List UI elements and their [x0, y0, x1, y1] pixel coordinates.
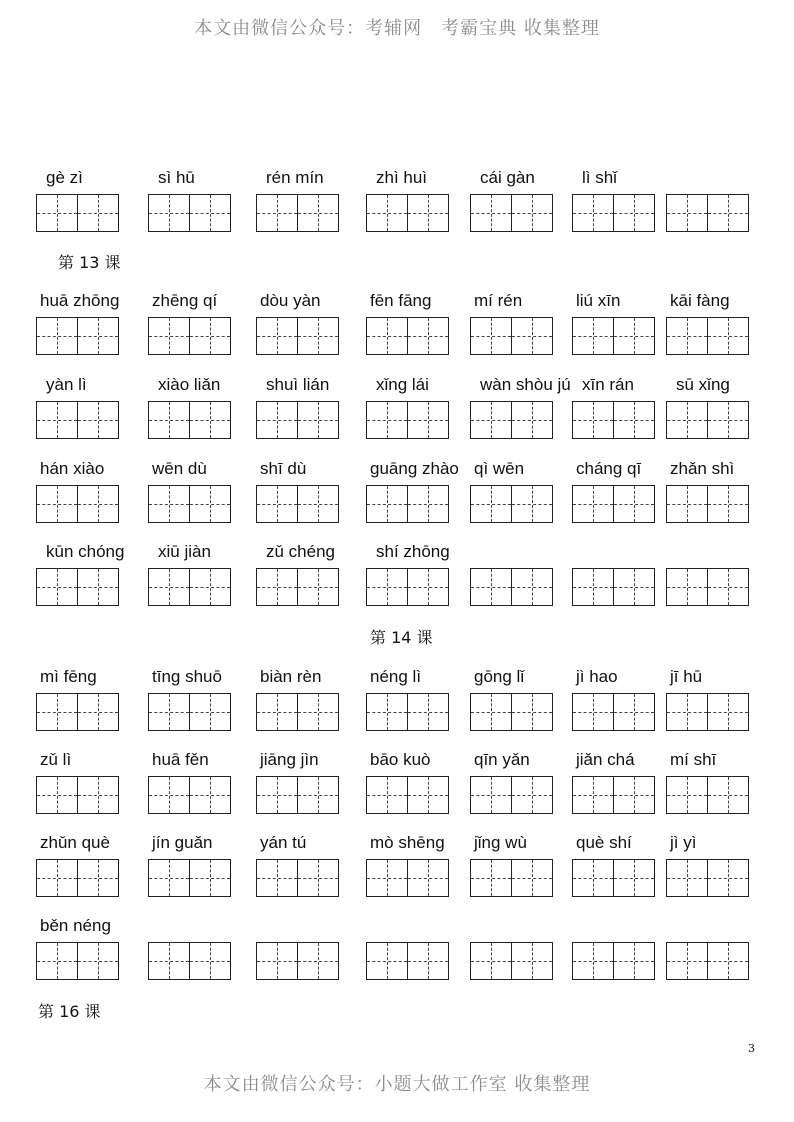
writing-cell[interactable] [707, 401, 749, 439]
writing-cell[interactable] [407, 776, 449, 814]
writing-cell[interactable] [36, 859, 78, 897]
writing-grid[interactable] [572, 568, 655, 606]
writing-cell[interactable] [470, 942, 512, 980]
pinyin-label: lì shǐ [582, 168, 617, 187]
pinyin-label: xīn rán [582, 375, 634, 394]
writing-cell[interactable] [148, 401, 190, 439]
writing-cell[interactable] [511, 942, 553, 980]
writing-cell[interactable] [297, 942, 339, 980]
writing-cell[interactable] [511, 317, 553, 355]
pinyin-label: wàn shòu jú [480, 375, 571, 394]
writing-grid[interactable] [148, 194, 231, 232]
writing-cell[interactable] [189, 194, 231, 232]
writing-grid[interactable] [256, 942, 339, 980]
writing-grid[interactable] [256, 693, 339, 731]
pinyin-label: zǔ chéng [266, 542, 335, 561]
pinyin-label: hán xiào [40, 459, 105, 478]
pinyin-label: rén mín [266, 168, 324, 187]
writing-cell[interactable] [366, 401, 408, 439]
writing-grid[interactable] [666, 859, 749, 897]
writing-cell[interactable] [148, 776, 190, 814]
pinyin-label: yán tú [260, 833, 307, 852]
writing-cell[interactable] [297, 485, 339, 523]
writing-cell[interactable] [407, 942, 449, 980]
writing-cell[interactable] [613, 317, 655, 355]
writing-cell[interactable] [148, 942, 190, 980]
writing-cell[interactable] [189, 776, 231, 814]
writing-cell[interactable] [77, 568, 119, 606]
pinyin-label: zhǎn shì [670, 459, 735, 478]
pinyin-label: bāo kuò [370, 750, 431, 769]
pinyin-label: huā fěn [152, 750, 209, 769]
writing-cell[interactable] [256, 317, 298, 355]
pinyin-label: gōng lǐ [474, 667, 525, 686]
writing-cell[interactable] [189, 859, 231, 897]
writing-grid[interactable] [572, 776, 655, 814]
writing-cell[interactable] [256, 942, 298, 980]
writing-cell[interactable] [470, 485, 512, 523]
writing-cell[interactable] [470, 693, 512, 731]
pinyin-label: yàn lì [46, 375, 87, 394]
writing-cell[interactable] [470, 401, 512, 439]
pinyin-label: jī hū [670, 667, 703, 686]
writing-cell[interactable] [297, 776, 339, 814]
writing-cell[interactable] [36, 693, 78, 731]
writing-cell[interactable] [572, 317, 614, 355]
writing-cell[interactable] [366, 568, 408, 606]
writing-grid[interactable] [36, 568, 119, 606]
writing-grid[interactable] [366, 401, 449, 439]
writing-cell[interactable] [36, 776, 78, 814]
writing-grid[interactable] [572, 194, 655, 232]
writing-grid[interactable] [470, 942, 553, 980]
writing-grid[interactable] [366, 194, 449, 232]
pinyin-label: jiāng jìn [260, 750, 319, 769]
page-number: 3 [748, 1042, 755, 1055]
pinyin-label: zǔ lì [40, 750, 72, 769]
writing-cell[interactable] [511, 568, 553, 606]
writing-cell[interactable] [470, 776, 512, 814]
pinyin-label: mò shēng [370, 833, 445, 852]
writing-cell[interactable] [666, 568, 708, 606]
pinyin-label: qì wēn [474, 459, 525, 478]
writing-cell[interactable] [666, 485, 708, 523]
writing-cell[interactable] [470, 859, 512, 897]
writing-cell[interactable] [77, 317, 119, 355]
writing-cell[interactable] [707, 776, 749, 814]
writing-cell[interactable] [366, 194, 408, 232]
writing-cell[interactable] [511, 776, 553, 814]
pinyin-label: cái gàn [480, 168, 535, 187]
writing-cell[interactable] [148, 693, 190, 731]
pinyin-label: jín guǎn [152, 833, 213, 852]
pinyin-label: qīn yǎn [474, 750, 530, 769]
writing-cell[interactable] [189, 317, 231, 355]
page-footer-watermark: 本文由微信公众号：小题大做工作室 收集整理 [203, 1074, 591, 1095]
pinyin-label: cháng qī [576, 459, 642, 478]
pinyin-label: wēn dù [152, 459, 207, 478]
pinyin-label: mì fēng [40, 667, 97, 686]
writing-cell[interactable] [36, 568, 78, 606]
writing-grid[interactable] [366, 859, 449, 897]
pinyin-label: sū xǐng [676, 375, 730, 394]
writing-cell[interactable] [572, 194, 614, 232]
pinyin-label: shuì lián [266, 375, 330, 394]
writing-cell[interactable] [666, 317, 708, 355]
writing-cell[interactable] [407, 485, 449, 523]
pinyin-label: kāi fàng [670, 291, 730, 310]
writing-cell[interactable] [36, 401, 78, 439]
writing-grid[interactable] [666, 485, 749, 523]
pinyin-label: kūn chóng [46, 542, 125, 561]
writing-cell[interactable] [256, 485, 298, 523]
writing-grid[interactable] [470, 859, 553, 897]
writing-grid[interactable] [470, 776, 553, 814]
writing-cell[interactable] [256, 693, 298, 731]
writing-grid[interactable] [36, 942, 119, 980]
writing-cell[interactable] [77, 401, 119, 439]
writing-cell[interactable] [572, 401, 614, 439]
writing-cell[interactable] [148, 317, 190, 355]
writing-grid[interactable] [572, 693, 655, 731]
writing-grid[interactable] [36, 317, 119, 355]
pinyin-label: zhēng qí [152, 291, 218, 310]
writing-grid[interactable] [148, 942, 231, 980]
writing-cell[interactable] [366, 942, 408, 980]
writing-cell[interactable] [256, 401, 298, 439]
writing-cell[interactable] [572, 859, 614, 897]
writing-grid[interactable] [572, 859, 655, 897]
writing-cell[interactable] [36, 194, 78, 232]
writing-grid[interactable] [36, 485, 119, 523]
pinyin-label: liú xīn [576, 291, 621, 310]
pinyin-label: xǐng lái [376, 375, 429, 394]
pinyin-label: zhǔn què [40, 833, 110, 852]
writing-cell[interactable] [256, 194, 298, 232]
pinyin-label: jì hao [576, 667, 618, 686]
writing-grid[interactable] [366, 568, 449, 606]
writing-cell[interactable] [613, 194, 655, 232]
writing-cell[interactable] [707, 942, 749, 980]
writing-grid[interactable] [256, 317, 339, 355]
writing-grid[interactable] [148, 317, 231, 355]
lesson-heading-16: 第 16 课 [38, 1002, 101, 1021]
writing-grid[interactable] [470, 194, 553, 232]
writing-grid[interactable] [572, 485, 655, 523]
writing-cell[interactable] [511, 485, 553, 523]
pinyin-label: gè zì [46, 168, 83, 187]
writing-grid[interactable] [36, 401, 119, 439]
writing-cell[interactable] [366, 485, 408, 523]
writing-cell[interactable] [297, 568, 339, 606]
pinyin-label: běn néng [40, 916, 111, 935]
writing-cell[interactable] [366, 693, 408, 731]
writing-grid[interactable] [470, 317, 553, 355]
writing-grid[interactable] [148, 776, 231, 814]
pinyin-label: mí rén [474, 291, 523, 310]
pinyin-label: guāng zhào [370, 459, 459, 478]
pinyin-label: jǐng wù [474, 833, 527, 852]
writing-cell[interactable] [36, 485, 78, 523]
writing-cell[interactable] [666, 693, 708, 731]
writing-cell[interactable] [297, 401, 339, 439]
writing-cell[interactable] [572, 776, 614, 814]
writing-grid[interactable] [256, 194, 339, 232]
writing-cell[interactable] [613, 485, 655, 523]
lesson-heading-13: 第 13 课 [58, 253, 121, 272]
writing-cell[interactable] [613, 942, 655, 980]
writing-grid[interactable] [256, 859, 339, 897]
writing-cell[interactable] [470, 568, 512, 606]
pinyin-label: jiǎn chá [576, 750, 635, 769]
writing-cell[interactable] [366, 317, 408, 355]
pinyin-label: zhì huì [376, 168, 428, 187]
writing-grid[interactable] [470, 693, 553, 731]
writing-cell[interactable] [511, 194, 553, 232]
writing-grid[interactable] [36, 776, 119, 814]
writing-cell[interactable] [297, 693, 339, 731]
writing-cell[interactable] [148, 485, 190, 523]
writing-grid[interactable] [666, 568, 749, 606]
writing-grid[interactable] [666, 776, 749, 814]
writing-cell[interactable] [407, 859, 449, 897]
writing-cell[interactable] [256, 568, 298, 606]
writing-cell[interactable] [77, 942, 119, 980]
writing-grid[interactable] [36, 194, 119, 232]
pinyin-label: què shí [576, 833, 632, 852]
writing-cell[interactable] [707, 194, 749, 232]
writing-cell[interactable] [613, 693, 655, 731]
writing-cell[interactable] [707, 693, 749, 731]
writing-grid[interactable] [256, 568, 339, 606]
writing-cell[interactable] [77, 776, 119, 814]
writing-cell[interactable] [407, 317, 449, 355]
writing-grid[interactable] [148, 568, 231, 606]
writing-grid[interactable] [148, 693, 231, 731]
writing-grid[interactable] [366, 317, 449, 355]
writing-cell[interactable] [297, 859, 339, 897]
writing-cell[interactable] [77, 485, 119, 523]
writing-grid[interactable] [366, 942, 449, 980]
writing-cell[interactable] [511, 401, 553, 439]
writing-cell[interactable] [297, 194, 339, 232]
writing-cell[interactable] [613, 859, 655, 897]
writing-cell[interactable] [77, 693, 119, 731]
writing-cell[interactable] [511, 693, 553, 731]
pinyin-label: xiū jiàn [158, 542, 211, 561]
writing-cell[interactable] [407, 194, 449, 232]
writing-grid[interactable] [148, 859, 231, 897]
writing-cell[interactable] [470, 317, 512, 355]
writing-grid[interactable] [366, 776, 449, 814]
writing-cell[interactable] [613, 568, 655, 606]
writing-cell[interactable] [148, 859, 190, 897]
writing-cell[interactable] [572, 693, 614, 731]
pinyin-label: tīng shuō [152, 667, 222, 686]
writing-grid[interactable] [256, 776, 339, 814]
writing-cell[interactable] [77, 859, 119, 897]
page-header-watermark: 本文由微信公众号：考辅网 考霸宝典 收集整理 [194, 18, 600, 39]
writing-grid[interactable] [36, 693, 119, 731]
pinyin-label: néng lì [370, 667, 422, 686]
writing-cell[interactable] [511, 859, 553, 897]
pinyin-label: mí shī [670, 750, 717, 769]
pinyin-label: fēn fāng [370, 291, 432, 310]
writing-grid[interactable] [148, 485, 231, 523]
writing-cell[interactable] [470, 194, 512, 232]
writing-cell[interactable] [256, 859, 298, 897]
writing-cell[interactable] [613, 401, 655, 439]
writing-cell[interactable] [189, 942, 231, 980]
writing-cell[interactable] [707, 859, 749, 897]
writing-cell[interactable] [366, 859, 408, 897]
writing-cell[interactable] [36, 317, 78, 355]
writing-cell[interactable] [613, 776, 655, 814]
writing-cell[interactable] [189, 485, 231, 523]
writing-cell[interactable] [572, 485, 614, 523]
writing-grid[interactable] [256, 485, 339, 523]
writing-cell[interactable] [77, 194, 119, 232]
pinyin-label: shí zhōng [376, 542, 450, 561]
writing-cell[interactable] [666, 194, 708, 232]
writing-cell[interactable] [148, 568, 190, 606]
writing-cell[interactable] [707, 568, 749, 606]
writing-grid[interactable] [572, 942, 655, 980]
writing-cell[interactable] [366, 776, 408, 814]
writing-cell[interactable] [572, 568, 614, 606]
pinyin-label: sì hū [158, 168, 195, 187]
writing-cell[interactable] [666, 942, 708, 980]
writing-cell[interactable] [297, 317, 339, 355]
writing-cell[interactable] [572, 942, 614, 980]
writing-grid[interactable] [666, 693, 749, 731]
writing-grid[interactable] [666, 194, 749, 232]
writing-cell[interactable] [707, 485, 749, 523]
writing-grid[interactable] [470, 401, 553, 439]
writing-cell[interactable] [36, 942, 78, 980]
writing-grid[interactable] [256, 401, 339, 439]
writing-cell[interactable] [666, 859, 708, 897]
writing-grid[interactable] [666, 317, 749, 355]
pinyin-label: biàn rèn [260, 667, 322, 686]
writing-cell[interactable] [407, 401, 449, 439]
writing-cell[interactable] [407, 693, 449, 731]
pinyin-label: jì yì [670, 833, 697, 852]
writing-grid[interactable] [666, 401, 749, 439]
writing-grid[interactable] [470, 568, 553, 606]
writing-cell[interactable] [148, 194, 190, 232]
writing-grid[interactable] [36, 859, 119, 897]
writing-cell[interactable] [256, 776, 298, 814]
writing-cell[interactable] [189, 693, 231, 731]
pinyin-label: huā zhōng [40, 291, 120, 310]
writing-grid[interactable] [666, 942, 749, 980]
writing-grid[interactable] [572, 401, 655, 439]
writing-grid[interactable] [366, 693, 449, 731]
writing-grid[interactable] [572, 317, 655, 355]
pinyin-label: xiào liǎn [158, 375, 221, 394]
lesson-heading-14: 第 14 课 [370, 628, 433, 647]
writing-cell[interactable] [407, 568, 449, 606]
pinyin-label: shī dù [260, 459, 307, 478]
writing-cell[interactable] [666, 401, 708, 439]
writing-grid[interactable] [366, 485, 449, 523]
writing-cell[interactable] [707, 317, 749, 355]
writing-cell[interactable] [189, 568, 231, 606]
pinyin-label: dòu yàn [260, 291, 321, 310]
writing-grid[interactable] [148, 401, 231, 439]
writing-cell[interactable] [189, 401, 231, 439]
writing-cell[interactable] [666, 776, 708, 814]
writing-grid[interactable] [470, 485, 553, 523]
